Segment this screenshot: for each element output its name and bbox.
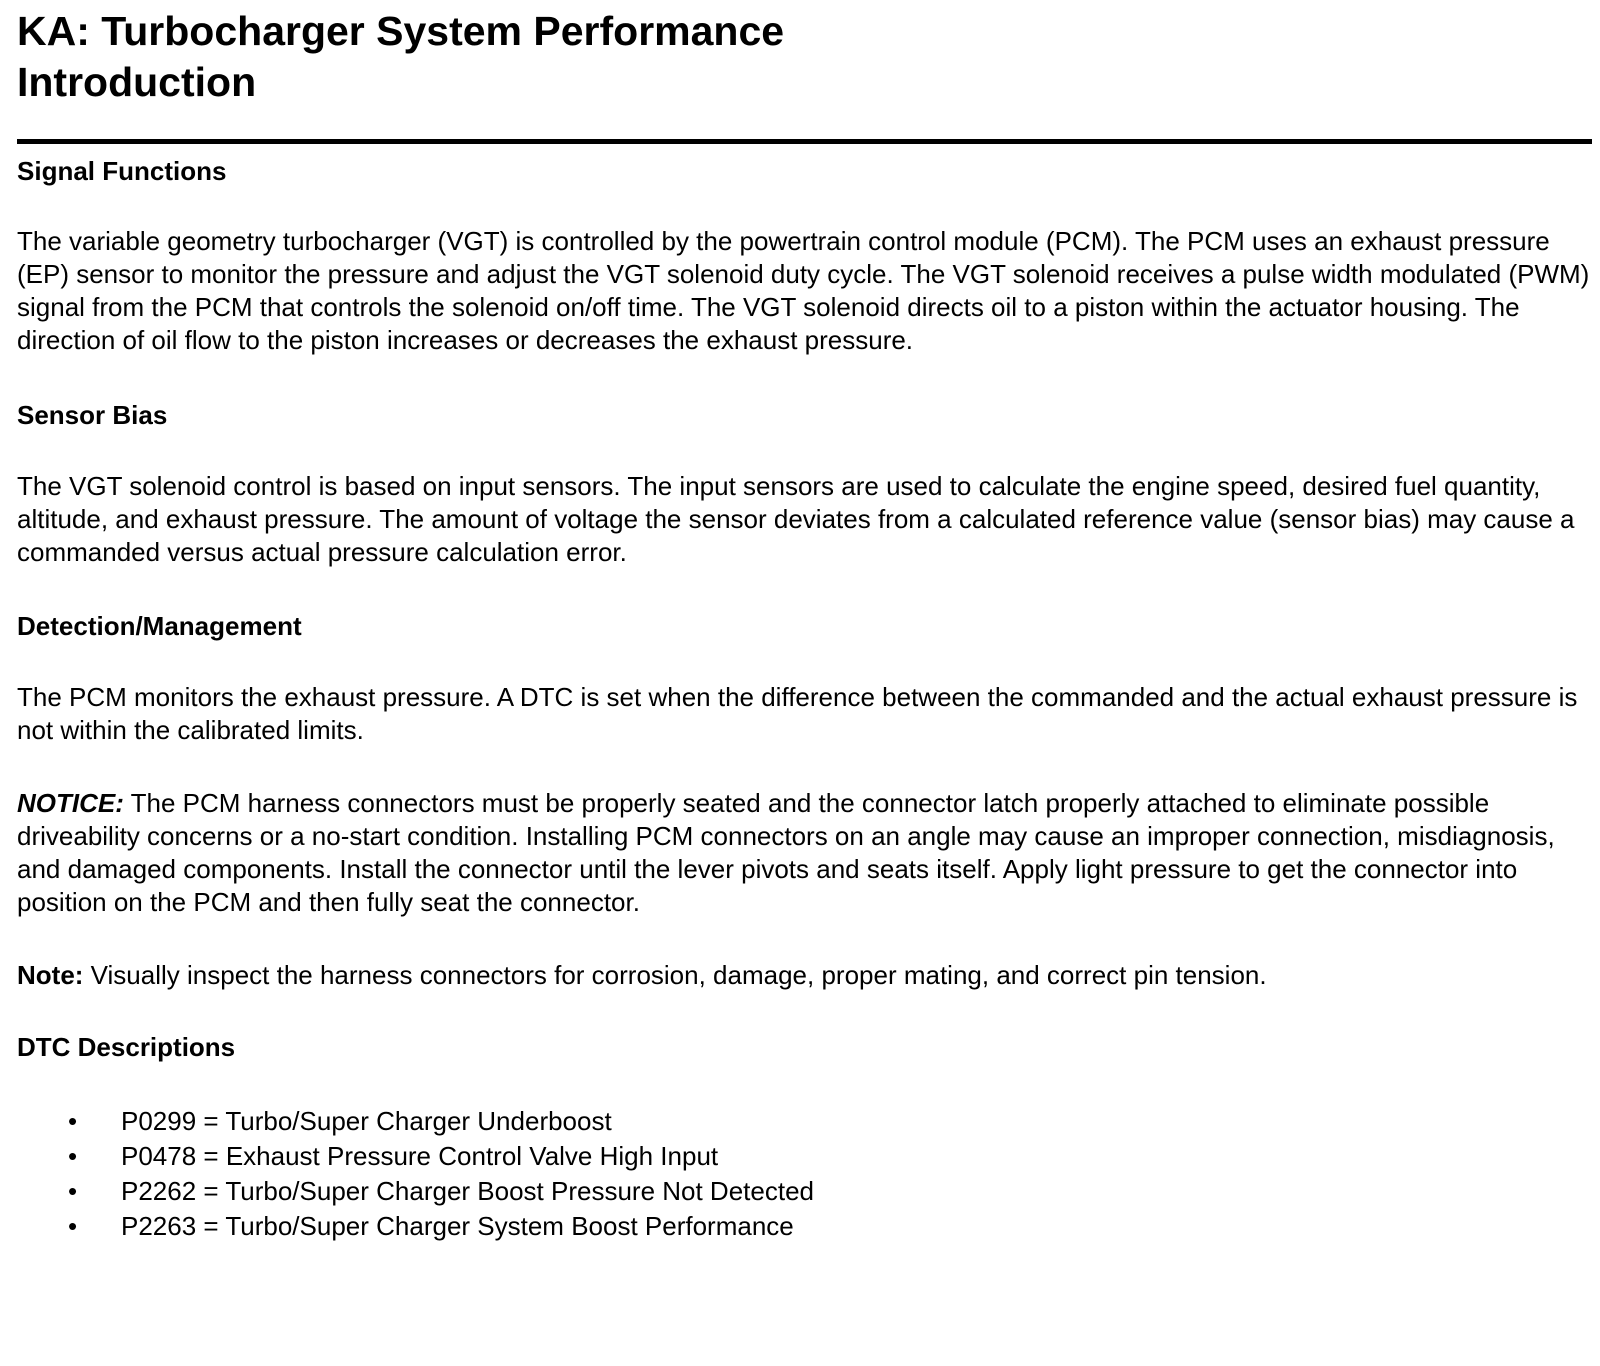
dtc-item-text: P0299 = Turbo/Super Charger Underboost (121, 1106, 612, 1136)
dtc-descriptions-heading: DTC Descriptions (17, 1032, 236, 1062)
dtc-list-item (17, 1139, 1592, 1174)
document-page (17, 6, 1592, 1244)
dtc-item-text: P2262 = Turbo/Super Charger Boost Pressure Not Detected (121, 1176, 814, 1206)
signal-functions-paragraph: The variable geometry turbocharger (VGT) is controlled by the powertrain control module (PCM). The PCM uses an exhaust pressure (EP) sensor to monitor the pressure and adjust the VGT solenoid duty cycle. The VGT solenoid receives a pulse width modulated (PWM) signal from the PCM that controls the solenoid on/off time. The VGT solenoid directs oil to a piston within the actuator housing. The direction of oil flow to the piston increases or decreases the exhaust pressure. (17, 226, 1590, 355)
notice-text: The PCM harness connectors must be properly seated and the connector latch properly attached to eliminate possible driveability concerns or a no-start condition. Installing PCM connectors on an angle may cause an improper connection, misdiagnosis, and damaged components. Install the connector until the lever pivots and seats itself. Apply light pressure to get the connector into position on the PCM and then fully seat the connector. (17, 788, 1555, 917)
detection-management-heading: Detection/Management (17, 611, 302, 641)
dtc-list (17, 1104, 1592, 1244)
document-title-line-1: KA: Turbocharger System Performance (17, 8, 785, 54)
dtc-list-item (17, 1174, 1592, 1209)
dtc-list-item (17, 1209, 1592, 1244)
document-title (17, 6, 1592, 108)
detection-management-paragraph: The PCM monitors the exhaust pressure. A DTC is set when the difference between the commanded and the actual exhaust pressure is not within the calibrated limits. (17, 682, 1578, 745)
signal-functions-heading: Signal Functions (17, 156, 227, 186)
bullet-icon: • (68, 1106, 78, 1136)
title-divider (17, 139, 1592, 144)
bullet-icon: • (68, 1211, 78, 1241)
note-label: Note: (17, 960, 84, 990)
bullet-icon: • (68, 1141, 78, 1171)
bullet-icon: • (68, 1176, 78, 1206)
document-title-line-2: Introduction (17, 59, 257, 105)
sensor-bias-paragraph: The VGT solenoid control is based on input sensors. The input sensors are used to calculate the engine speed, desired fuel quantity, altitude, and exhaust pressure. The amount of voltage the sensor deviates from a calculated reference value (sensor bias) may cause a commanded versus actual pressure calculation error. (17, 471, 1575, 567)
dtc-item-text: P0478 = Exhaust Pressure Control Valve High Input (121, 1141, 719, 1171)
dtc-item-text: P2263 = Turbo/Super Charger System Boost Performance (121, 1211, 794, 1241)
sensor-bias-heading: Sensor Bias (17, 400, 168, 430)
note-text: Visually inspect the harness connectors for corrosion, damage, proper mating, and correct pin tension. (83, 960, 1267, 990)
notice-label: NOTICE: (17, 788, 124, 818)
notice-paragraph (17, 787, 1592, 919)
dtc-list-item (17, 1104, 1592, 1139)
note-paragraph (17, 959, 1592, 992)
